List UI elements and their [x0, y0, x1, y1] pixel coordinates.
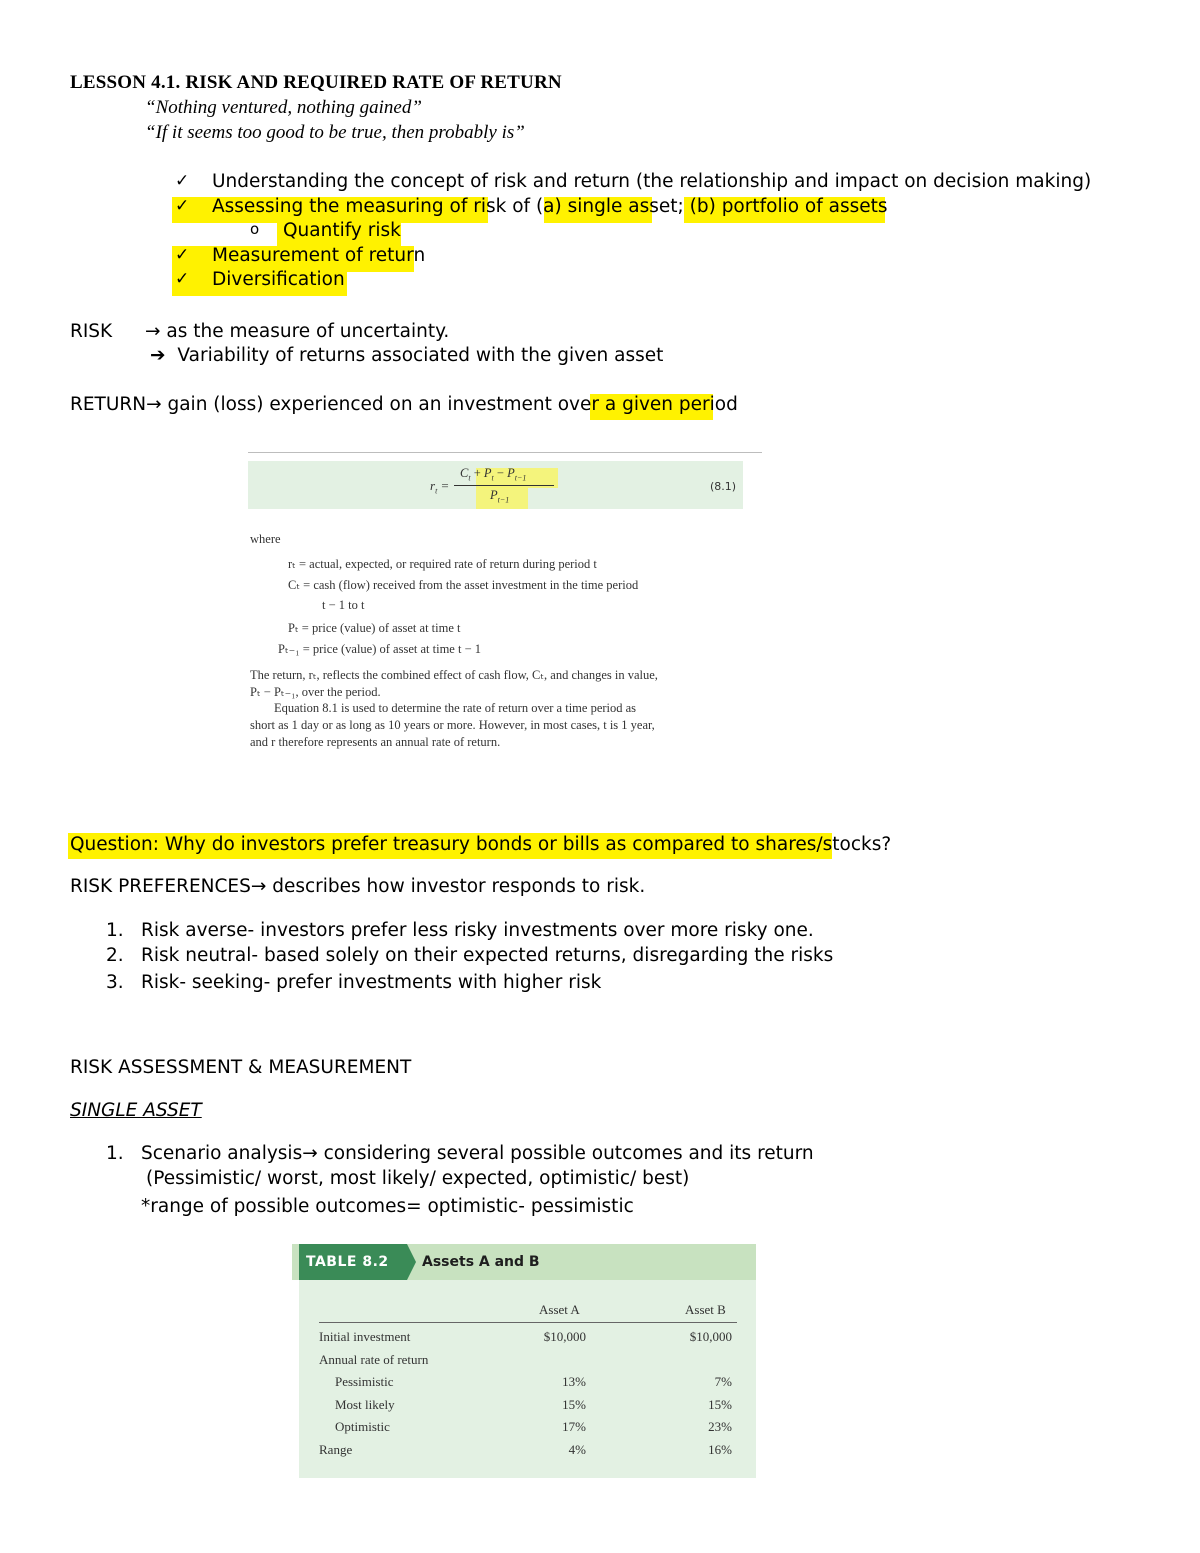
para-3: Equation 8.1 is used to determine the rate of return over a time period as — [274, 701, 637, 715]
quote-2: “If it seems too good to be true, then probably is” — [145, 122, 525, 143]
equation-lhs: $r_t$ = — [430, 478, 450, 496]
table-tag: TABLE 8.2 — [299, 1244, 407, 1280]
question: Question: Why do investors prefer treasury bonds or bills as compared to shares/stocks? — [70, 834, 892, 855]
def-c-cont: t − 1 to t — [322, 598, 365, 612]
table-row-label: Range — [319, 1442, 353, 1457]
table-row-label: Annual rate of return — [319, 1352, 429, 1367]
objective-2-sub — [250, 220, 401, 241]
scenario-item: 1. Scenario analysis→ considering several possible outcomes and its return — [106, 1143, 814, 1164]
risk-preferences-label: RISK PREFERENCES — [70, 876, 251, 897]
table-cell: 4% — [568, 1442, 586, 1457]
objective-2-part-d: (b) — [683, 196, 722, 217]
circle-bullet-icon: o — [250, 220, 260, 238]
objective-1 — [175, 171, 1092, 192]
table-cell: 15% — [708, 1397, 732, 1412]
page-title: LESSON 4.1. RISK AND REQUIRED RATE OF RETURN — [70, 72, 562, 93]
chevron-right-icon — [407, 1244, 416, 1280]
table-row-label: Optimistic — [335, 1419, 390, 1434]
para-4: short as 1 day or as long as 10 years or more. However, in most cases, t is 1 year, — [250, 718, 655, 732]
return-highlight: given period — [622, 394, 738, 415]
preference-item-1: 1. Risk averse- investors prefer less risky investments over more risky one. — [106, 920, 814, 941]
objective-3 — [175, 245, 426, 266]
check-icon: ✓ — [175, 269, 190, 289]
arrow-right-icon: → — [146, 394, 162, 415]
table-cell: $10,000 — [689, 1329, 732, 1344]
table-cell: 7% — [714, 1374, 732, 1389]
table-cell: 16% — [708, 1442, 732, 1457]
para-1: The return, rₜ, reflects the combined effect of cash flow, Cₜ, and changes in value, — [250, 668, 658, 682]
preference-item-2: 2. Risk neutral- based solely on their expected returns, disregarding the risks — [106, 945, 834, 966]
def-r: rₜ = actual, expected, or required rate of return during period t — [288, 557, 597, 571]
table-row-label: Pessimistic — [335, 1374, 394, 1389]
assessment-heading: RISK ASSESSMENT & MEASUREMENT — [70, 1057, 412, 1078]
table-8-2 — [292, 1240, 762, 1478]
check-icon: ✓ — [175, 196, 190, 216]
table-title: Assets A and B — [422, 1254, 540, 1270]
para-5: and r therefore represents an annual rate of return. — [250, 735, 501, 749]
objective-3-text: Measurement of return — [212, 245, 426, 266]
risk-preferences: RISK PREFERENCES→ describes how investor responds to risk. — [70, 876, 646, 897]
objective-2-sub-text: Quantify risk — [283, 220, 401, 241]
check-icon: ✓ — [175, 171, 190, 191]
col-header-a: Asset A — [539, 1302, 580, 1317]
para-2: Pₜ − Pₜ₋₁, over the period. — [250, 685, 381, 699]
scenario-line-3: *range of possible outcomes= optimistic- pessimistic — [141, 1196, 634, 1217]
equation-numerator: $C_t + P_t - P_{t-1}$ — [460, 466, 527, 483]
table-cell: 13% — [562, 1374, 586, 1389]
where-label: where — [250, 532, 281, 546]
def-c: Cₜ = cash (flow) received from the asset investment in the time period — [288, 578, 639, 592]
equation-denominator: $P_{t-1}$ — [490, 488, 510, 505]
def-p: Pₜ = price (value) of asset at time t — [288, 621, 461, 635]
return-label: RETURN — [70, 394, 147, 415]
table-row-label: Most likely — [335, 1397, 395, 1412]
arrow-right-icon: → — [250, 876, 267, 897]
scenario-line-2: (Pessimistic/ worst, most likely/ expected, optimistic/ best) — [146, 1168, 690, 1189]
check-icon: ✓ — [175, 245, 190, 265]
table-row-label: Initial investment — [319, 1329, 411, 1344]
equation-number: (8.1) — [710, 480, 737, 493]
risk-def-1: → as the measure of uncertainty. — [145, 321, 450, 342]
objective-2-part-b: of — [506, 196, 536, 217]
objective-4-text: Diversification — [212, 269, 345, 290]
arrow-right-icon: → — [302, 1143, 318, 1164]
risk-label: RISK — [70, 321, 113, 342]
arrow-right-icon: → — [145, 321, 161, 342]
table-cell: $10,000 — [543, 1329, 586, 1344]
objective-2-part-e: portfolio of assets — [721, 196, 888, 217]
quote-1: “Nothing ventured, nothing gained” — [145, 97, 422, 118]
table-cell: 23% — [708, 1419, 732, 1434]
objective-2 — [175, 196, 888, 217]
def-p-prev: Pₜ₋₁ = price (value) of asset at time t − 1 — [278, 642, 481, 656]
return-def: RETURN→ gain (loss) experienced on an investment over a given period — [70, 394, 738, 415]
single-asset-heading: SINGLE ASSET — [70, 1100, 202, 1121]
table-cell: 17% — [562, 1419, 586, 1434]
objective-2-part-c: (a) single asset; — [535, 196, 684, 217]
col-header-b: Asset B — [685, 1302, 726, 1317]
table-cell: 15% — [562, 1397, 586, 1412]
objective-2-part-a: Assessing the measuring of risk — [212, 196, 507, 217]
preference-item-3: 3. Risk- seeking- prefer investments with higher risk — [106, 972, 602, 993]
bold-arrow-icon: ➔ — [150, 345, 166, 366]
objective-1-text: Understanding the concept of risk and return (the relationship and impact on decision making) — [212, 171, 1092, 192]
objective-4 — [175, 269, 345, 290]
risk-def-2: ➔ Variability of returns associated with the given asset — [150, 345, 664, 366]
